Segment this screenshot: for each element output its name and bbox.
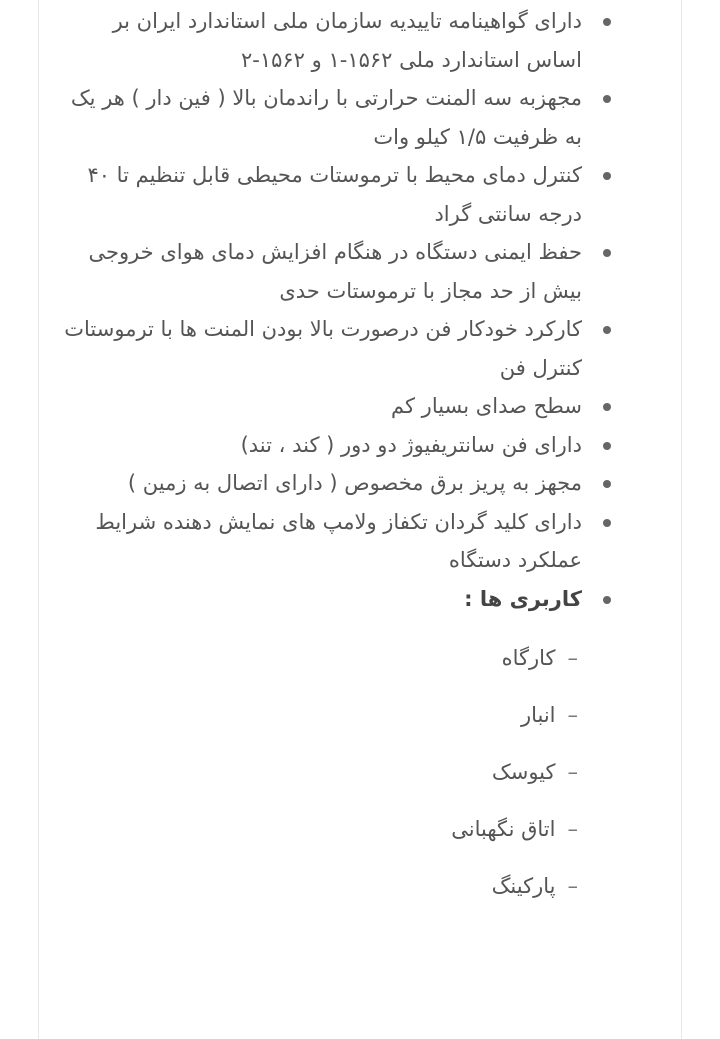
list-item: –انبار — [52, 687, 578, 744]
features-list — [52, 2, 582, 618]
list-item: مجهز به پریز برق مخصوص ( دارای اتصال به زمین ) — [52, 464, 582, 503]
dash-icon: – — [567, 703, 578, 727]
dash-icon: – — [567, 646, 578, 670]
dash-icon: – — [567, 760, 578, 784]
bullet-icon — [603, 249, 611, 257]
bullet-icon — [603, 442, 611, 450]
list-item: سطح صدای بسیار کم — [52, 387, 582, 426]
list-item: دارای فن سانتریفیوژ دو دور ( کند ، تند) — [52, 426, 582, 465]
article-content — [52, 2, 582, 915]
list-item: –پارکینگ — [52, 858, 578, 915]
list-item: کنترل دمای محیط با ترموستات محیطی قابل تنظیم تا ۴۰ درجه سانتی گراد — [52, 156, 582, 233]
uses-heading-item — [52, 580, 582, 619]
bullet-icon — [603, 519, 611, 527]
bullet-icon — [603, 326, 611, 334]
dash-icon: – — [567, 817, 578, 841]
list-item: دارای کلید گردان تکفاز ولامپ های نمایش دهنده شرایط عملکرد دستگاه — [52, 503, 582, 580]
list-item: –اتاق نگهبانی — [52, 801, 578, 858]
bullet-icon — [603, 18, 611, 26]
list-item: دارای گواهینامه تاییدیه سازمان ملی استاندارد ایران بر اساس استاندارد ملی ۱۵۶۲-۱ و ۱۵۶۲-۲ — [52, 2, 582, 79]
bullet-icon — [603, 172, 611, 180]
list-item: حفظ ایمنی دستگاه در هنگام افزایش دمای هوای خروجی بیش از حد مجاز با ترموستات حدی — [52, 233, 582, 310]
bullet-icon — [603, 95, 611, 103]
bullet-icon — [603, 480, 611, 488]
list-item: –کارگاه — [52, 630, 578, 687]
uses-list — [52, 630, 582, 915]
bullet-icon — [603, 403, 611, 411]
uses-heading: کاربری ها : — [464, 586, 582, 611]
bullet-icon — [603, 596, 611, 604]
list-item: –کیوسک — [52, 744, 578, 801]
dash-icon: – — [567, 874, 578, 898]
list-item: کارکرد خودکار فن درصورت بالا بودن المنت ها با ترموستات کنترل فن — [52, 310, 582, 387]
list-item: مجهزبه سه المنت حرارتی با راندمان بالا ( فین دار ) هر یک به ظرفیت ۱/۵ کیلو وات — [52, 79, 582, 156]
